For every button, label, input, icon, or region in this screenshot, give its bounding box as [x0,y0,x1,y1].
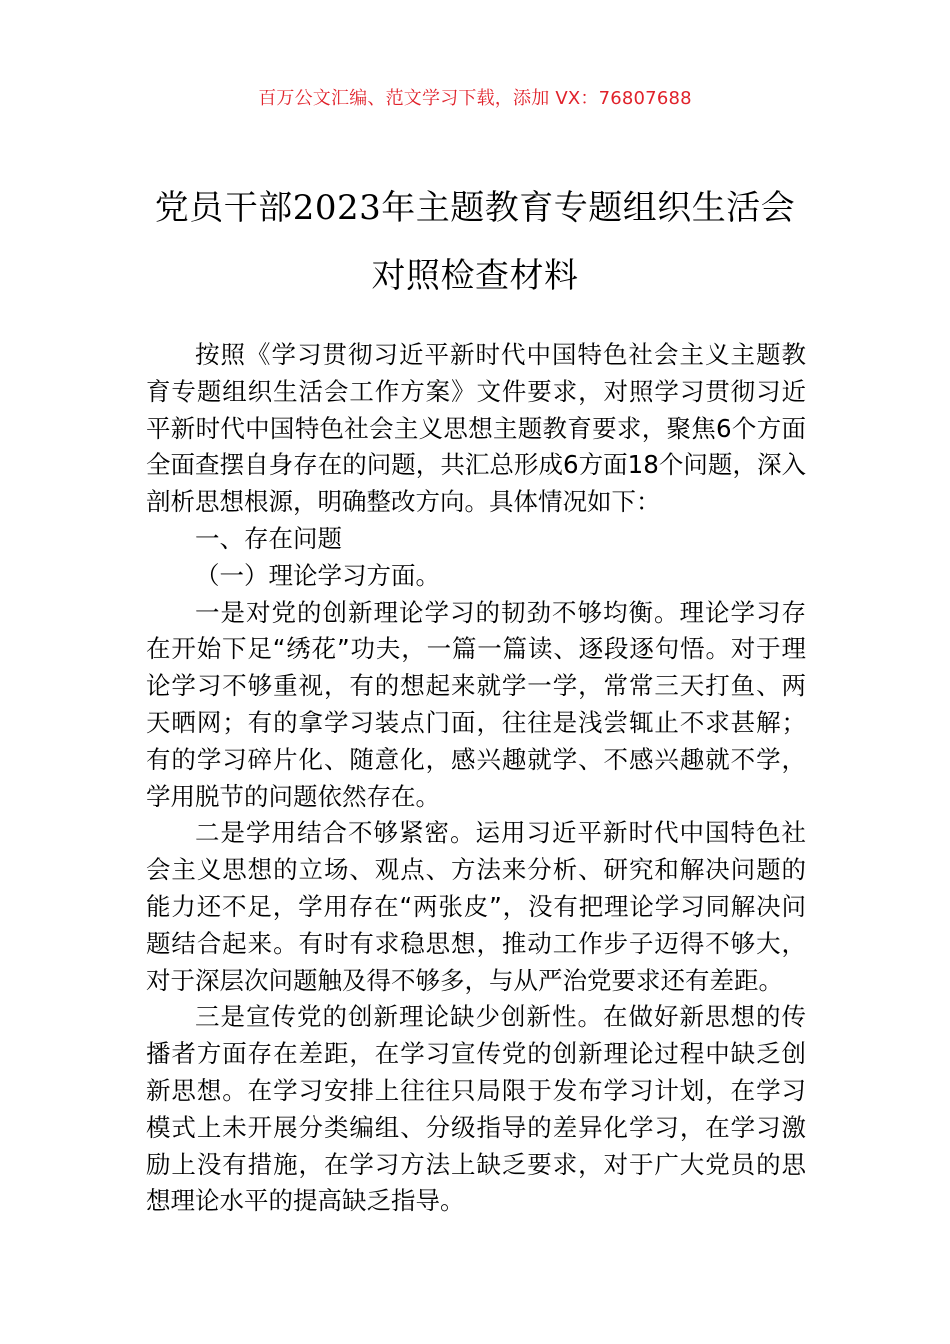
paragraph-2: 二是学用结合不够紧密。运用习近平新时代中国特色社会主义思想的立场、观点、方法来分析、研究和解决问题的能力还不足，学用存在“两张皮”，没有把理论学习同解决问题结合起来。有时有求稳思想，推动工作步子迈得不够大，对于深层次问题触及得不够多，与从严治党要求还有差距。 [146,818,806,995]
watermark-header: 百万公文汇编、范文学习下载，添加 VX：76807688 [258,88,692,109]
paragraph-3: 三是宣传党的创新理论缺少创新性。在做好新思想的传播者方面存在差距，在学习宣传党的创新理论过程中缺乏创新思想。在学习安排上往往只局限于发布学习计划，在学习模式上未开展分类编组、分级指导的差异化学习，在学习激励上没有措施，在学习方法上缺乏要求，对于广大党员的思想理论水平的提高缺乏指导。 [146,1002,806,1216]
document-title-line1: 党员干部2023年主题教育专题组织生活会 [154,188,796,228]
document-body [146,337,806,1220]
paragraph-1: 一是对党的创新理论学习的韧劲不够均衡。理论学习存在开始下足“绣花”功夫，一篇一篇读、逐段逐句悟。对于理论学习不够重视，有的想起来就学一学，常常三天打鱼、两天晒网；有的拿学习装点门面，往往是浅尝辄止不求甚解；有的学习碎片化、随意化，感兴趣就学、不感兴趣就不学，学用脱节的问题依然存在。 [146,597,806,811]
section-heading: 一、存在问题 [195,523,342,553]
intro-paragraph: 按照《学习贯彻习近平新时代中国特色社会主义主题教育专题组织生活会工作方案》文件要求，对照学习贯彻习近平新时代中国特色社会主义思想主题教育要求，聚焦6个方面全面查摆自身存在的问题，共汇总形成6方面18个问题，深入剖析思想根源，明确整改方向。具体情况如下： [146,340,806,517]
subsection-heading: （一）理论学习方面。 [195,560,440,590]
document-title-line2: 对照检查材料 [371,256,579,296]
